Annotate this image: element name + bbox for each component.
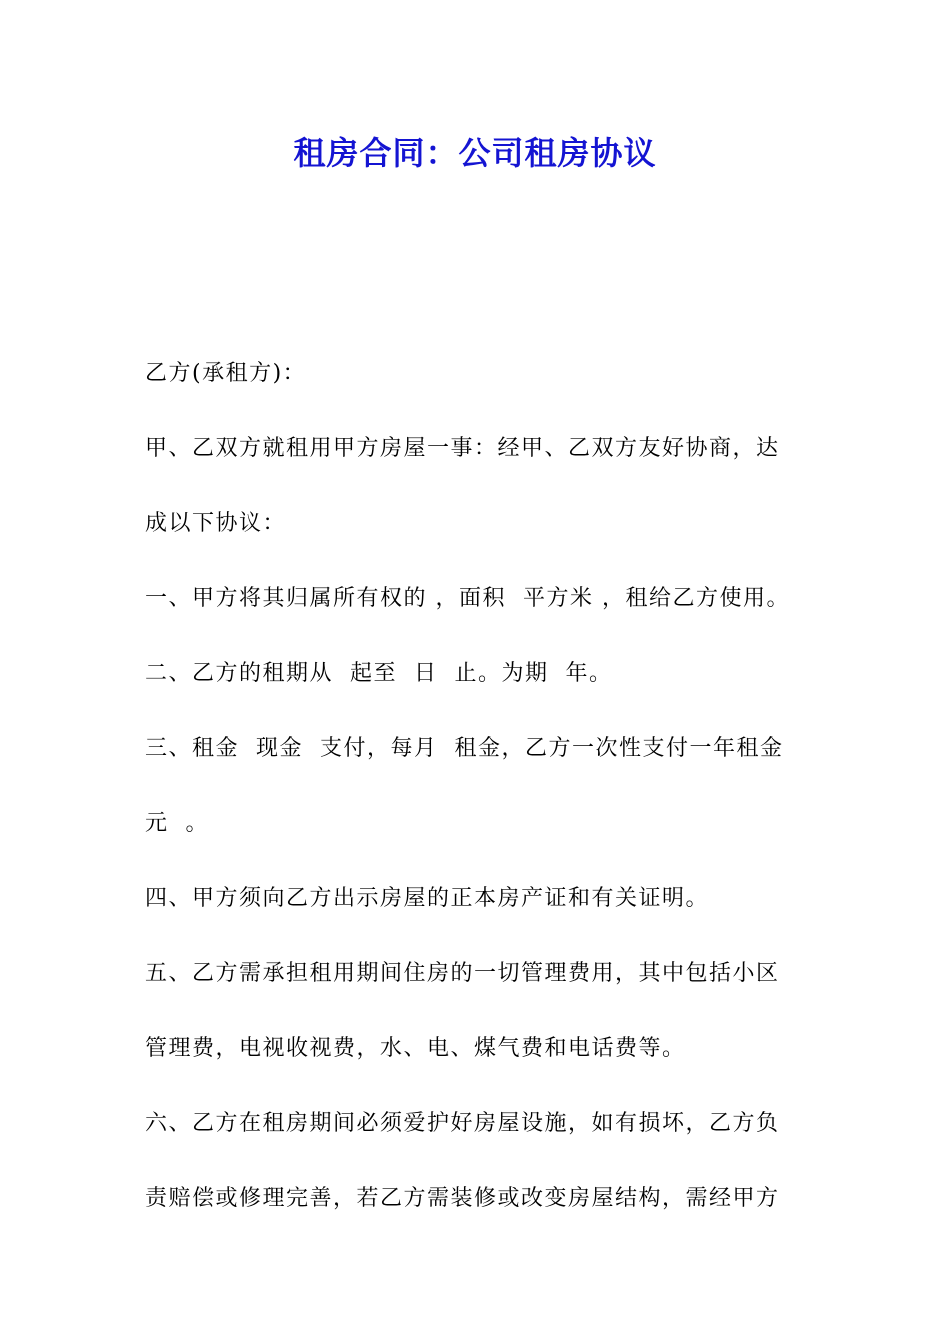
clause-3-line-2: 元 。	[145, 811, 209, 836]
clause-1: 一、甲方将其归属所有权的 ，面积 平方米 ，租给乙方使用。	[145, 586, 790, 611]
clause-3-line-1: 三、租金 现金 支付，每月 租金，乙方一次性支付一年租金	[145, 736, 784, 761]
intro-line-1: 甲、乙双方就租用甲方房屋一事：经甲、乙双方友好协商，达	[145, 436, 780, 461]
party-b-line: 乙方(承租方)：	[145, 361, 307, 386]
clause-4: 四、甲方须向乙方出示房屋的正本房产证和有关证明。	[145, 886, 710, 911]
contract-body	[145, 336, 815, 1236]
clause-6-line-1: 六、乙方在租房期间必须爱护好房屋设施，如有损坏，乙方负	[145, 1111, 780, 1136]
document-title: 租房合同：公司租房协议	[293, 134, 657, 172]
clause-5-line-2: 管理费，电视收视费，水、电、煤气费和电话费等。	[145, 1036, 686, 1061]
clause-5-line-1: 五、乙方需承担租用期间住房的一切管理费用，其中包括小区	[145, 961, 780, 986]
clause-2: 二、乙方的租期从 起至 日 止。为期 年。	[145, 661, 613, 686]
intro-line-2: 成以下协议：	[145, 511, 287, 536]
clause-6-line-2: 责赔偿或修理完善，若乙方需装修或改变房屋结构，需经甲方	[145, 1186, 780, 1211]
